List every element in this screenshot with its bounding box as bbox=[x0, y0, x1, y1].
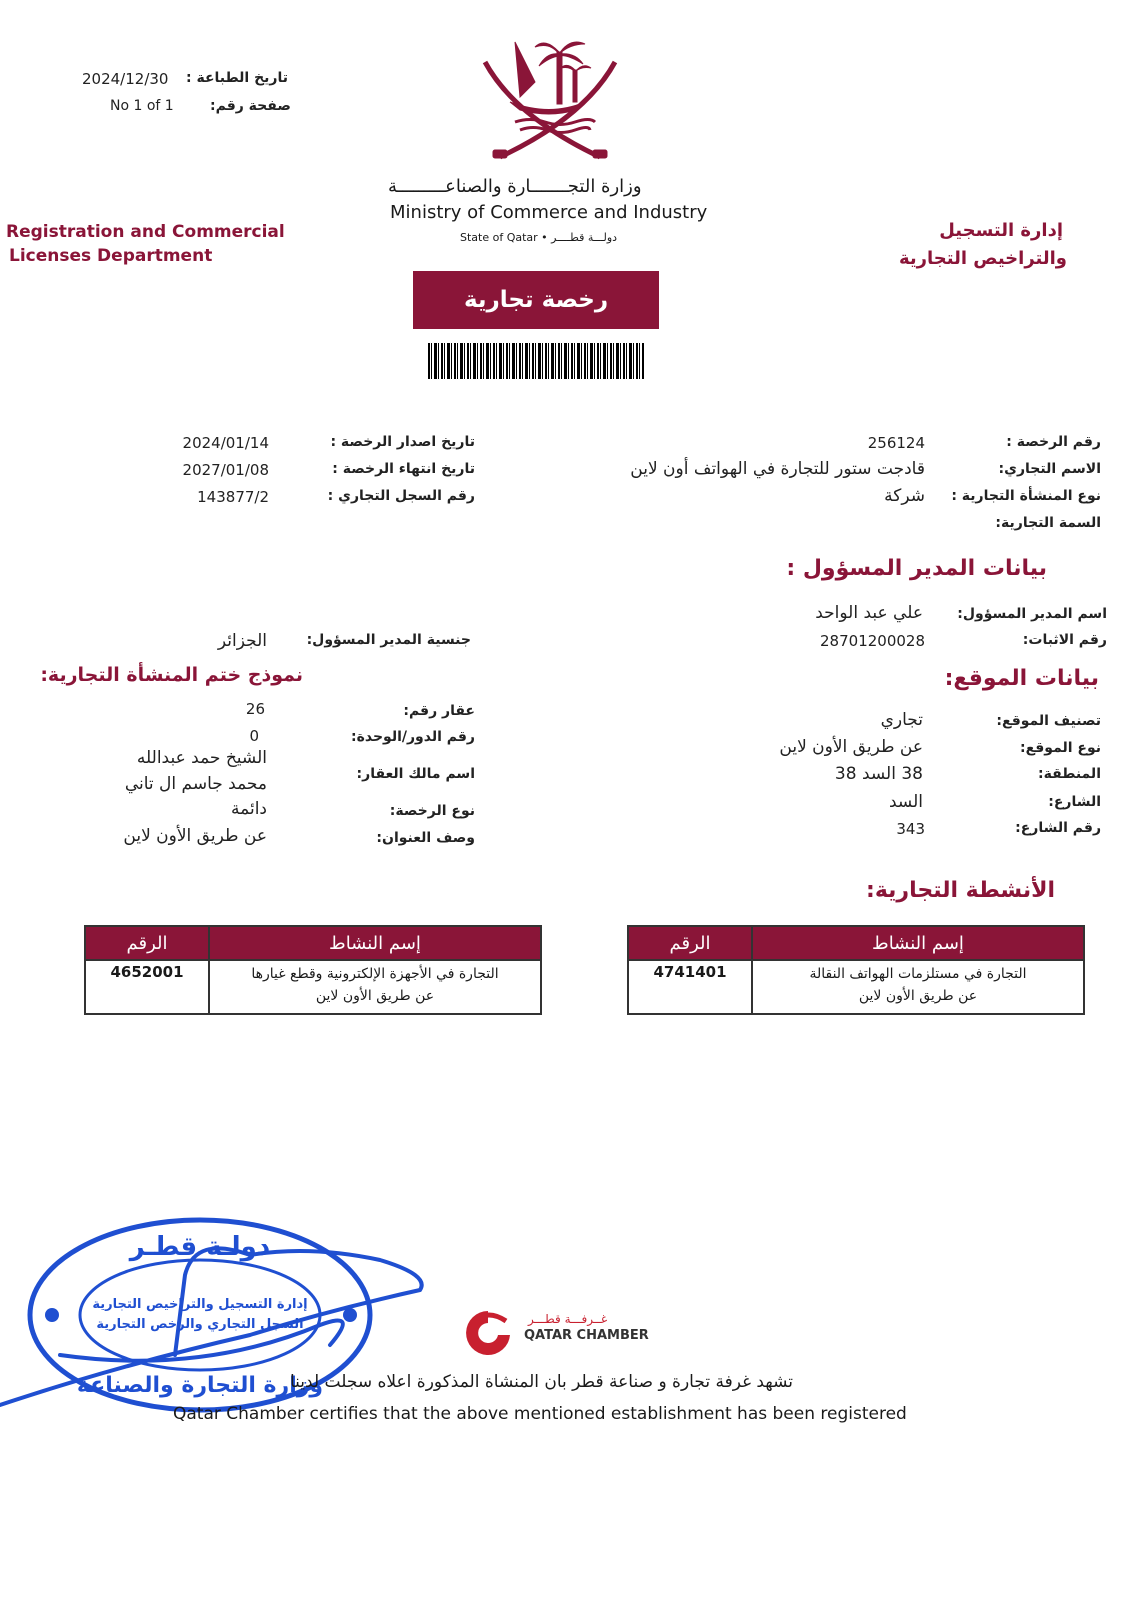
dept-name-en-2: Licenses Department bbox=[9, 246, 213, 266]
address-desc: عن طريق الأون لاين bbox=[123, 826, 267, 846]
page-number-label: صفحة رقم: bbox=[210, 98, 291, 114]
table-row bbox=[628, 960, 1084, 1014]
dept-name-ar-1: إدارة التسجيل bbox=[939, 220, 1063, 241]
manager-id-label: رقم الاثبات: bbox=[1022, 632, 1107, 648]
location-type: عن طريق الأون لاين bbox=[779, 737, 923, 757]
activity-name-line2: عن طريق الأون لاين bbox=[315, 988, 435, 1004]
activities-heading: الأنشطة التجارية: bbox=[866, 878, 1055, 903]
license-no-label: رقم الرخصة : bbox=[1006, 434, 1101, 450]
street-no-label: رقم الشارع: bbox=[1015, 820, 1101, 836]
location-class: تجاري bbox=[880, 710, 923, 730]
property-no: 26 bbox=[245, 700, 265, 718]
qatar-chamber-logo-icon bbox=[458, 1305, 518, 1357]
zone-label: المنطقة: bbox=[1038, 766, 1101, 782]
trade-name-label: الاسم التجاري: bbox=[998, 461, 1101, 477]
cr-no: 143877/2 bbox=[197, 488, 269, 506]
street: السد bbox=[889, 792, 923, 812]
entity-type-label: نوع المنشأة التجارية : bbox=[951, 488, 1101, 504]
qatar-chamber-name-ar: غــرفـــة قطـــر bbox=[528, 1312, 608, 1326]
activity-name-line1: التجارة في مستلزمات الهواتف النقالة bbox=[809, 966, 1027, 982]
stamp-model-heading: نموذج ختم المنشأة التجارية: bbox=[40, 664, 303, 686]
license-type-label: نوع الرخصة: bbox=[389, 803, 475, 819]
activity-name-line1: التجارة في الأجهزة الإلكترونية وقطع غيارها bbox=[251, 966, 499, 982]
document-title-banner: رخصة تجارية bbox=[413, 271, 659, 329]
manager-id: 28701200028 bbox=[820, 632, 925, 650]
dept-name-ar-2: والتراخيص التجارية bbox=[898, 248, 1067, 269]
property-no-label: عقار رقم: bbox=[403, 703, 475, 719]
barcode bbox=[428, 343, 644, 379]
stamp-text-top: دولـة قطـر bbox=[129, 1232, 271, 1262]
expiry-date-label: تاريخ انتهاء الرخصة : bbox=[332, 461, 475, 477]
address-desc-label: وصف العنوان: bbox=[376, 830, 475, 846]
activity-code-header: الرقم bbox=[628, 926, 752, 960]
zone: 38 السد 38 bbox=[834, 764, 923, 784]
trade-name: قادجت ستور للتجارة في الهواتف أون لاين bbox=[630, 459, 925, 479]
activity-name-header: إسم النشاط bbox=[209, 926, 541, 960]
activity-name-header: إسم النشاط bbox=[752, 926, 1084, 960]
activity-name bbox=[209, 960, 541, 1014]
manager-nationality-label: جنسية المدير المسؤول: bbox=[306, 632, 471, 648]
issue-date: 2024/01/14 bbox=[182, 434, 269, 452]
qatar-chamber-name-en: QATAR CHAMBER bbox=[524, 1328, 649, 1343]
property-owner-label: اسم مالك العقار: bbox=[356, 766, 475, 782]
entity-type: شركة bbox=[884, 486, 925, 506]
cr-no-label: رقم السجل التجاري : bbox=[327, 488, 475, 504]
activities-table-1 bbox=[627, 925, 1085, 1015]
street-label: الشارع: bbox=[1048, 794, 1101, 810]
manager-nationality: الجزائر bbox=[217, 631, 267, 651]
ministry-name-ar: وزارة التجـــــــارة والصناعـــــــــة bbox=[388, 176, 642, 197]
print-date-label: تاريخ الطباعة : bbox=[186, 70, 288, 86]
activity-code: 4741401 bbox=[628, 960, 752, 1014]
property-owner-line2: محمد جاسم ال تاني bbox=[124, 774, 267, 794]
property-owner-line1: الشيخ حمد عبدالله bbox=[136, 748, 267, 768]
table-row bbox=[85, 960, 541, 1014]
manager-name-label: اسم المدير المسؤول: bbox=[957, 606, 1107, 622]
stamp-text-mid2: السجل التجاري والرخص التجارية bbox=[96, 1317, 304, 1332]
dept-name-en-1: Registration and Commercial bbox=[6, 222, 285, 242]
trade-brand-label: السمة التجارية: bbox=[995, 515, 1101, 531]
floor-unit: 0 bbox=[249, 727, 259, 745]
ministry-name-en: Ministry of Commerce and Industry bbox=[390, 202, 708, 223]
activities-table-2 bbox=[84, 925, 542, 1015]
activity-name-line2: عن طريق الأون لاين bbox=[858, 988, 978, 1004]
license-type: دائمة bbox=[231, 799, 267, 819]
manager-name: علي عبد الواحد bbox=[815, 603, 923, 623]
location-section-heading: بيانات الموقع: bbox=[944, 666, 1099, 691]
floor-unit-label: رقم الدور/الوحدة: bbox=[351, 729, 475, 745]
activity-code: 4652001 bbox=[85, 960, 209, 1014]
license-no: 256124 bbox=[867, 434, 925, 452]
issue-date-label: تاريخ اصدار الرخصة : bbox=[330, 434, 475, 450]
chamber-certification-ar: تشهد غرفة تجارة و صناعة قطر بان المنشاة المذكورة اعلاه سجلت لدينا bbox=[290, 1372, 794, 1392]
state-name: State of Qatar • دولـــة قطــــر bbox=[460, 231, 618, 244]
stamp-text-mid1: إدارة التسجيل والتراخيص التجارية bbox=[92, 1297, 308, 1312]
activity-name bbox=[752, 960, 1084, 1014]
activity-code-header: الرقم bbox=[85, 926, 209, 960]
manager-section-heading: بيانات المدير المسؤول : bbox=[786, 556, 1047, 581]
qatar-emblem-icon bbox=[475, 22, 625, 170]
chamber-certification-en: Qatar Chamber certifies that the above mentioned establishment has been registered bbox=[173, 1404, 907, 1424]
print-date: 2024/12/30 bbox=[82, 70, 169, 88]
stamp-text-bottom: وزارة التجارة والصناعة bbox=[76, 1373, 324, 1398]
location-class-label: تصنيف الموقع: bbox=[996, 713, 1101, 729]
street-no: 343 bbox=[896, 820, 925, 838]
location-type-label: نوع الموقع: bbox=[1019, 740, 1101, 756]
expiry-date: 2027/01/08 bbox=[182, 461, 269, 479]
page-number: No 1 of 1 bbox=[110, 98, 174, 114]
